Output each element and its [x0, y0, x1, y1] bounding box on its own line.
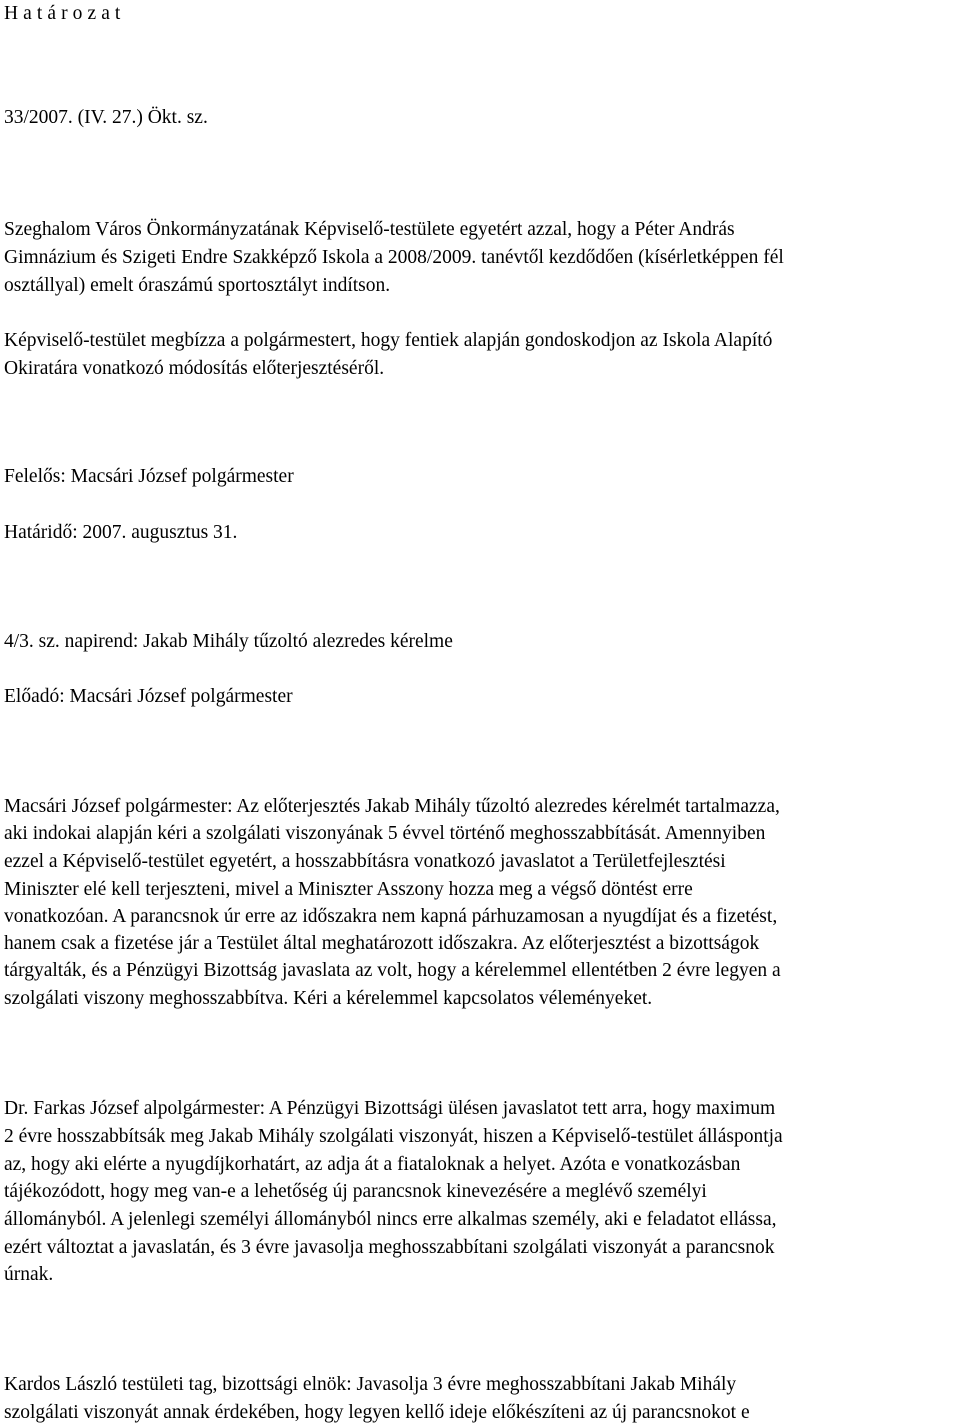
paragraph-line: 2 évre hosszabbítsák meg Jakab Mihály szolgálati viszonyát, hiszen a Képviselő-testület álláspontja [4, 1126, 783, 1147]
paragraph-line: Miniszter elé kell terjeszteni, mivel a Miniszter Asszony hozza meg a végső döntést erre [4, 879, 693, 900]
paragraph-line: tájékozódott, hogy meg van-e a lehetőség új parancsnok kinevezésére a meglévő személyi [4, 1181, 707, 1202]
paragraph-line: szolgálati viszony meghosszabbítva. Kéri a kérelemmel kapcsolatos véleményeket. [4, 988, 653, 1009]
paragraph-line: Macsári József polgármester: Az előterjesztés Jakab Mihály tűzoltó alezredes kérelmét tartalmazza, [4, 796, 780, 817]
presenter: Előadó: Macsári József polgármester [4, 686, 293, 707]
deadline: Határidő: 2007. augusztus 31. [4, 522, 238, 543]
resolution-number: 33/2007. (IV. 27.) Ökt. sz. [4, 107, 208, 128]
paragraph-line: vonatkozóan. A parancsnok úr erre az időszakra nem kapná párhuzamosan a nyugdíjat és a fizetést, [4, 906, 778, 927]
paragraph-line: hanem csak a fizetése jár a Testület által meghatározott időszakra. Az előterjesztést a bizottságok [4, 933, 760, 954]
paragraph-line: aki indokai alapján kéri a szolgálati viszonyának 5 évvel történő meghosszabbítását. Amennyiben [4, 823, 766, 844]
paragraph-line: szolgálati viszonyát annak érdekében, hogy legyen kellő ideje előkészíteni az új parancsnokot e [4, 1402, 750, 1423]
responsible-person: Felelős: Macsári József polgármester [4, 466, 294, 487]
paragraph-line: úrnak. [4, 1264, 54, 1285]
paragraph-line: Dr. Farkas József alpolgármester: A Pénzügyi Bizottsági ülésen javaslatot tett arra, hogy maximum [4, 1098, 776, 1119]
paragraph-line: állományból. A jelenlegi személyi állományból nincs erre alkalmas személy, aki e feladatot ellássa, [4, 1209, 777, 1230]
paragraph-line: Kardos László testületi tag, bizottsági elnök: Javasolja 3 évre meghosszabbítani Jakab Mihály [4, 1374, 737, 1395]
mandate-text-line: Képviselő-testület megbízza a polgármestert, hogy fentiek alapján gondoskodjon az Iskola Alapító [4, 330, 773, 351]
paragraph-line: az, hogy aki elérte a nyugdíjkorhatárt, az adja át a fiataloknak a helyet. Azóta e vonatkozásban [4, 1154, 741, 1175]
resolution-text-line: Gimnázium és Szigeti Endre Szakképző Iskola a 2008/2009. tanévtől kezdődően (kísérletképpen fél [4, 247, 784, 268]
agenda-item: 4/3. sz. napirend: Jakab Mihály tűzoltó alezredes kérelme [4, 631, 453, 652]
resolution-text-line: osztállyal) emelt óraszámú sportosztályt indítson. [4, 275, 391, 296]
paragraph-line: ezért változtat a javaslatán, és 3 évre javasolja meghosszabbítani szolgálati viszonyát a parancsnok [4, 1237, 775, 1258]
document-title: Határozat [4, 3, 126, 24]
paragraph-line: tárgyalták, és a Pénzügyi Bizottság javaslata az volt, hogy a kérelemmel ellentétben 2 évre legyen a [4, 960, 781, 981]
paragraph-line: ezzel a Képviselő-testület egyetért, a hosszabbításra vonatkozó javaslatot a Területfejlesztési [4, 851, 726, 872]
resolution-text-line: Szeghalom Város Önkormányzatának Képviselő-testülete egyetért azzal, hogy a Péter András [4, 219, 735, 240]
mandate-text-line: Okiratára vonatkozó módosítás előterjesztéséről. [4, 358, 385, 379]
